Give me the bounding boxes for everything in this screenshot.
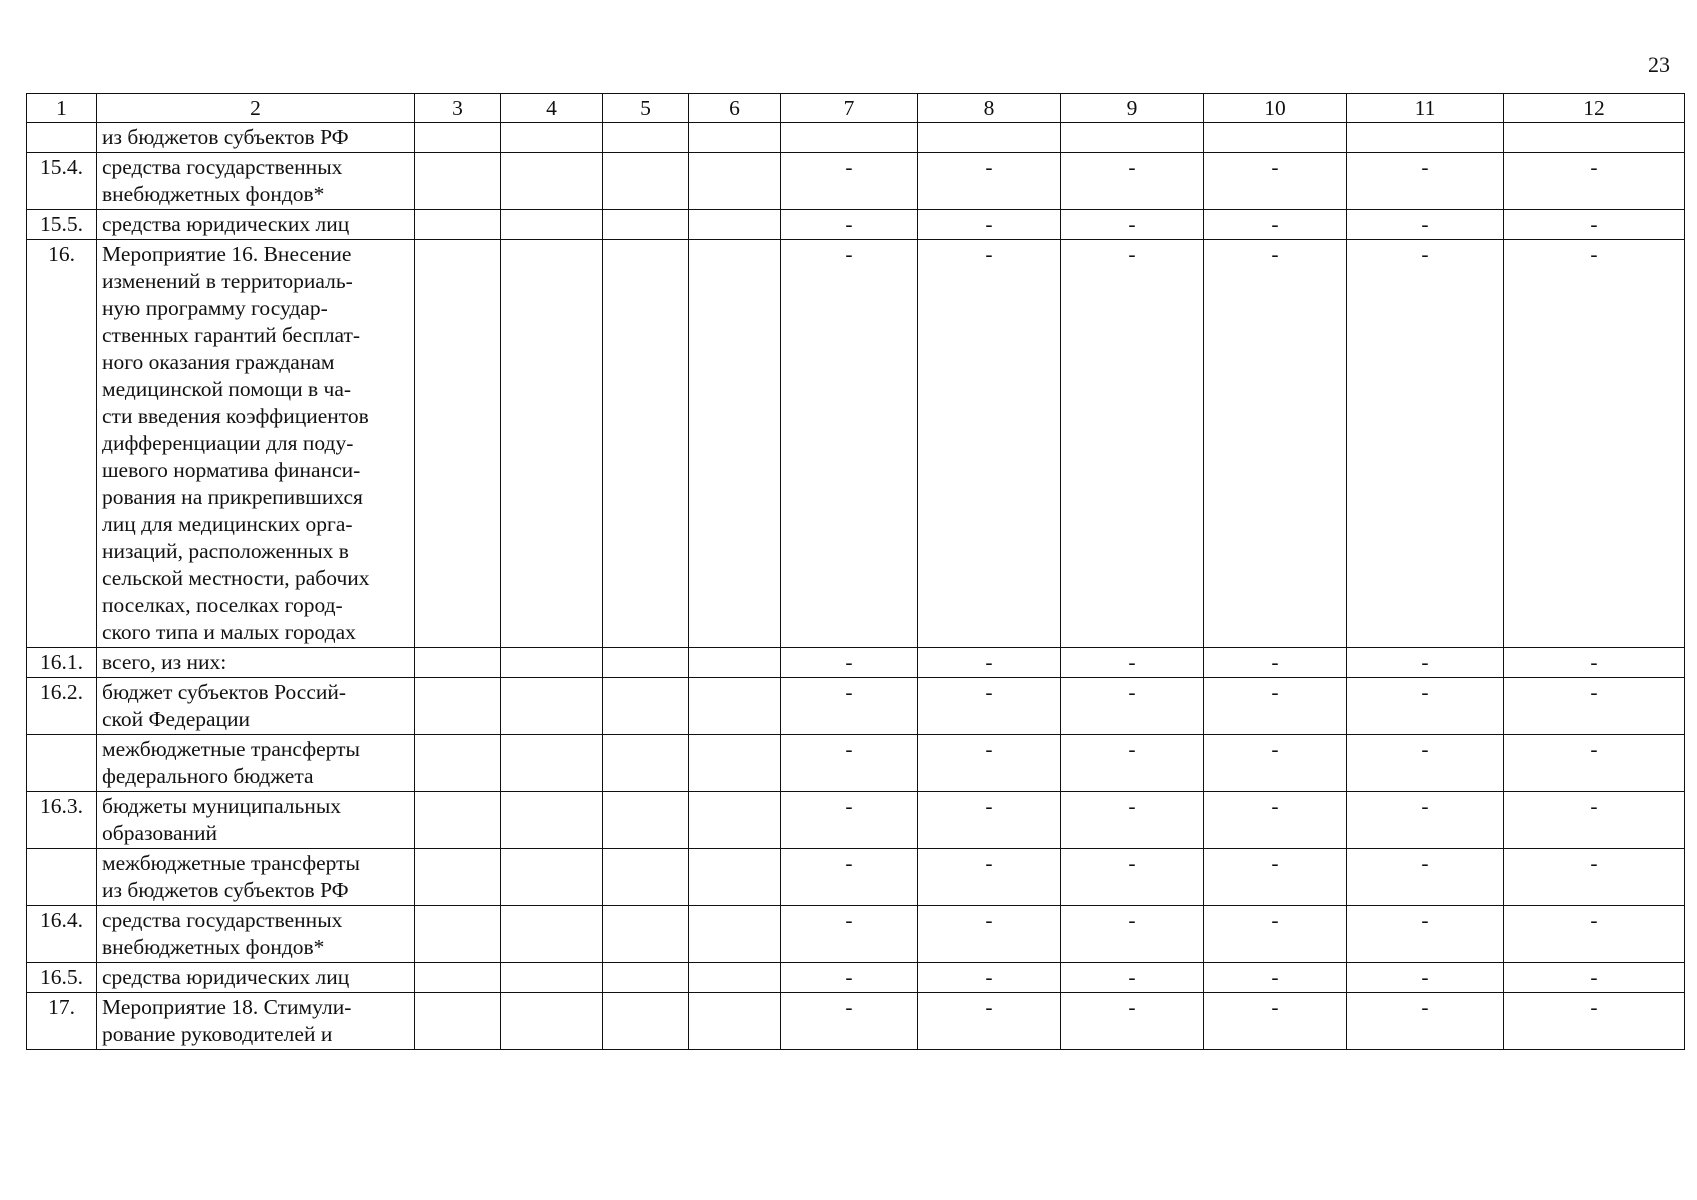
dash-mark: - — [985, 650, 993, 674]
value-cell — [781, 963, 918, 993]
value-cell — [1061, 210, 1204, 240]
column-header: 1 — [27, 94, 97, 123]
value-cell — [1504, 240, 1685, 648]
description-line: средства юридических лиц — [102, 212, 350, 236]
description-line: межбюджетные трансферты — [102, 851, 360, 875]
dash-mark: - — [845, 851, 853, 875]
dash-mark: - — [1590, 794, 1598, 818]
description-line: бюджет субъектов Россий- — [102, 680, 347, 704]
value-cell — [1347, 648, 1504, 678]
row-description — [97, 906, 415, 963]
column-header: 7 — [781, 94, 918, 123]
value-cell — [781, 240, 918, 648]
value-cell — [603, 792, 689, 849]
value-cell — [1061, 792, 1204, 849]
value-cell — [689, 240, 781, 648]
value-cell — [1061, 849, 1204, 906]
value-cell — [1061, 153, 1204, 210]
value-cell — [415, 123, 501, 153]
dash-mark: - — [985, 851, 993, 875]
value-cell — [603, 735, 689, 792]
dash-mark: - — [985, 908, 993, 932]
value-cell — [603, 240, 689, 648]
value-cell — [781, 210, 918, 240]
row-description — [97, 240, 415, 648]
dash-mark: - — [845, 242, 853, 266]
dash-mark: - — [1128, 155, 1136, 179]
value-cell — [501, 210, 603, 240]
description-line: сти введения коэффициентов — [102, 404, 369, 428]
row-description — [97, 648, 415, 678]
column-header: 5 — [603, 94, 689, 123]
row-description — [97, 993, 415, 1050]
value-cell — [1347, 906, 1504, 963]
value-cell — [689, 210, 781, 240]
dash-mark: - — [1590, 155, 1598, 179]
row-number: 15.4. — [27, 153, 97, 210]
description-line: образований — [102, 821, 218, 845]
description-line: ного оказания гражданам — [102, 350, 335, 374]
value-cell — [1061, 735, 1204, 792]
column-header: 11 — [1347, 94, 1504, 123]
dash-mark: - — [1421, 794, 1429, 818]
value-cell — [918, 210, 1061, 240]
description-line: лиц для медицинских орга- — [102, 512, 353, 536]
description-line: федерального бюджета — [102, 764, 314, 788]
description-line: всего, из них: — [102, 650, 227, 674]
value-cell — [689, 963, 781, 993]
dash-mark: - — [1271, 851, 1279, 875]
table-row — [27, 123, 1685, 153]
dash-mark: - — [1590, 242, 1598, 266]
value-cell — [501, 906, 603, 963]
value-cell — [415, 210, 501, 240]
column-header: 4 — [501, 94, 603, 123]
value-cell — [689, 792, 781, 849]
value-cell — [918, 678, 1061, 735]
description-line: средства государственных — [102, 908, 343, 932]
value-cell — [1204, 240, 1347, 648]
description-line: изменений в территориаль- — [102, 269, 353, 293]
page-number: 23 — [1648, 52, 1670, 77]
dash-mark: - — [845, 737, 853, 761]
row-number: 16.2. — [27, 678, 97, 735]
value-cell — [689, 906, 781, 963]
dash-mark: - — [1421, 965, 1429, 989]
value-cell — [415, 963, 501, 993]
value-cell — [1061, 678, 1204, 735]
dash-mark: - — [1128, 965, 1136, 989]
value-cell — [918, 123, 1061, 153]
dash-mark: - — [1421, 851, 1429, 875]
value-cell — [689, 648, 781, 678]
value-cell — [1061, 993, 1204, 1050]
value-cell — [689, 153, 781, 210]
description-line: рование руководителей и — [102, 1022, 333, 1046]
value-cell — [1204, 849, 1347, 906]
value-cell — [918, 153, 1061, 210]
value-cell — [603, 849, 689, 906]
description-line: межбюджетные трансферты — [102, 737, 360, 761]
value-cell — [603, 993, 689, 1050]
value-cell — [1504, 963, 1685, 993]
value-cell — [1204, 210, 1347, 240]
value-cell — [1061, 963, 1204, 993]
table-body — [27, 123, 1685, 1050]
value-cell — [1347, 735, 1504, 792]
row-description — [97, 963, 415, 993]
dash-mark: - — [985, 965, 993, 989]
dash-mark: - — [1421, 737, 1429, 761]
dash-mark: - — [1128, 908, 1136, 932]
dash-mark: - — [1590, 965, 1598, 989]
value-cell — [1204, 648, 1347, 678]
dash-mark: - — [845, 794, 853, 818]
value-cell — [603, 123, 689, 153]
description-line: поселках, поселках город- — [102, 593, 343, 617]
value-cell — [781, 792, 918, 849]
table-row — [27, 963, 1685, 993]
value-cell — [918, 993, 1061, 1050]
dash-mark: - — [1128, 650, 1136, 674]
dash-mark: - — [985, 995, 993, 1019]
value-cell — [918, 735, 1061, 792]
column-number-row — [27, 94, 1685, 123]
description-line: дифференциации для поду- — [102, 431, 354, 455]
dash-mark: - — [1421, 155, 1429, 179]
dash-mark: - — [845, 995, 853, 1019]
value-cell — [1204, 993, 1347, 1050]
value-cell — [1504, 735, 1685, 792]
value-cell — [501, 993, 603, 1050]
value-cell — [501, 240, 603, 648]
value-cell — [1347, 963, 1504, 993]
dash-mark: - — [985, 155, 993, 179]
table-row — [27, 240, 1685, 648]
value-cell — [1347, 240, 1504, 648]
dash-mark: - — [1271, 155, 1279, 179]
value-cell — [1061, 648, 1204, 678]
value-cell — [781, 678, 918, 735]
value-cell — [1204, 678, 1347, 735]
table-row — [27, 993, 1685, 1050]
value-cell — [415, 678, 501, 735]
value-cell — [1347, 153, 1504, 210]
dash-mark: - — [1590, 680, 1598, 704]
value-cell — [603, 648, 689, 678]
value-cell — [1347, 849, 1504, 906]
row-description — [97, 678, 415, 735]
dash-mark: - — [845, 680, 853, 704]
value-cell — [1504, 993, 1685, 1050]
dash-mark: - — [1128, 212, 1136, 236]
row-number: 16.1. — [27, 648, 97, 678]
value-cell — [603, 210, 689, 240]
value-cell — [781, 735, 918, 792]
value-cell — [415, 240, 501, 648]
row-number: 16.3. — [27, 792, 97, 849]
dash-mark: - — [845, 650, 853, 674]
dash-mark: - — [1421, 212, 1429, 236]
description-line: медицинской помощи в ча- — [102, 377, 352, 401]
value-cell — [1204, 792, 1347, 849]
dash-mark: - — [1421, 650, 1429, 674]
table-row — [27, 735, 1685, 792]
value-cell — [603, 906, 689, 963]
row-number — [27, 735, 97, 792]
dash-mark: - — [1271, 680, 1279, 704]
description-line: Мероприятие 16. Внесение — [102, 242, 352, 266]
value-cell — [781, 123, 918, 153]
value-cell — [501, 963, 603, 993]
value-cell — [1204, 963, 1347, 993]
dash-mark: - — [1421, 680, 1429, 704]
dash-mark: - — [1271, 965, 1279, 989]
table-row — [27, 153, 1685, 210]
column-header: 6 — [689, 94, 781, 123]
column-header: 9 — [1061, 94, 1204, 123]
column-header: 10 — [1204, 94, 1347, 123]
dash-mark: - — [1128, 851, 1136, 875]
dash-mark: - — [1128, 794, 1136, 818]
dash-mark: - — [985, 794, 993, 818]
value-cell — [415, 153, 501, 210]
description-line: ского типа и малых городах — [102, 620, 356, 644]
dash-mark: - — [1128, 995, 1136, 1019]
value-cell — [918, 240, 1061, 648]
dash-mark: - — [1271, 212, 1279, 236]
row-description — [97, 153, 415, 210]
dash-mark: - — [1590, 212, 1598, 236]
value-cell — [1504, 648, 1685, 678]
value-cell — [781, 849, 918, 906]
value-cell — [1347, 678, 1504, 735]
description-line: низаций, расположенных в — [102, 539, 349, 563]
description-line: ную программу государ- — [102, 296, 328, 320]
dash-mark: - — [1421, 908, 1429, 932]
value-cell — [1504, 849, 1685, 906]
dash-mark: - — [1271, 242, 1279, 266]
table-row — [27, 210, 1685, 240]
dash-mark: - — [1590, 650, 1598, 674]
column-header: 3 — [415, 94, 501, 123]
row-number: 16.5. — [27, 963, 97, 993]
column-header: 2 — [97, 94, 415, 123]
value-cell — [1347, 210, 1504, 240]
row-description — [97, 123, 415, 153]
dash-mark: - — [985, 212, 993, 236]
dash-mark: - — [1271, 995, 1279, 1019]
table-row — [27, 648, 1685, 678]
row-number — [27, 123, 97, 153]
description-line: рования на прикрепившихся — [102, 485, 363, 509]
table-row — [27, 849, 1685, 906]
value-cell — [603, 963, 689, 993]
value-cell — [415, 648, 501, 678]
value-cell — [501, 648, 603, 678]
value-cell — [501, 849, 603, 906]
value-cell — [689, 993, 781, 1050]
row-number: 16.4. — [27, 906, 97, 963]
description-line: средства юридических лиц — [102, 965, 350, 989]
dash-mark: - — [1590, 908, 1598, 932]
value-cell — [1504, 123, 1685, 153]
value-cell — [501, 735, 603, 792]
value-cell — [1061, 123, 1204, 153]
description-line: средства государственных — [102, 155, 343, 179]
value-cell — [918, 648, 1061, 678]
dash-mark: - — [1590, 737, 1598, 761]
description-line: бюджеты муниципальных — [102, 794, 342, 818]
value-cell — [689, 735, 781, 792]
value-cell — [415, 906, 501, 963]
row-number: 17. — [27, 993, 97, 1050]
row-description — [97, 849, 415, 906]
value-cell — [918, 906, 1061, 963]
value-cell — [1347, 792, 1504, 849]
dash-mark: - — [1271, 737, 1279, 761]
value-cell — [415, 735, 501, 792]
dash-mark: - — [1128, 680, 1136, 704]
value-cell — [1204, 123, 1347, 153]
dash-mark: - — [985, 242, 993, 266]
table-row — [27, 678, 1685, 735]
description-line: сельской местности, рабочих — [102, 566, 370, 590]
value-cell — [603, 153, 689, 210]
dash-mark: - — [1128, 242, 1136, 266]
value-cell — [415, 993, 501, 1050]
dash-mark: - — [1271, 908, 1279, 932]
value-cell — [415, 849, 501, 906]
dash-mark: - — [1590, 851, 1598, 875]
description-line: внебюджетных фондов* — [102, 182, 325, 206]
dash-mark: - — [1590, 995, 1598, 1019]
value-cell — [1204, 153, 1347, 210]
value-cell — [1347, 993, 1504, 1050]
value-cell — [1504, 792, 1685, 849]
table-row — [27, 906, 1685, 963]
value-cell — [1504, 153, 1685, 210]
dash-mark: - — [845, 908, 853, 932]
dash-mark: - — [985, 680, 993, 704]
dash-mark: - — [1128, 737, 1136, 761]
value-cell — [1061, 906, 1204, 963]
value-cell — [918, 849, 1061, 906]
table-row — [27, 792, 1685, 849]
value-cell — [1061, 240, 1204, 648]
budget-table — [26, 93, 1685, 1050]
value-cell — [1204, 906, 1347, 963]
value-cell — [1347, 123, 1504, 153]
value-cell — [501, 153, 603, 210]
value-cell — [689, 678, 781, 735]
row-number: 15.5. — [27, 210, 97, 240]
column-header: 8 — [918, 94, 1061, 123]
description-line: шевого норматива финанси- — [102, 458, 361, 482]
dash-mark: - — [845, 212, 853, 236]
value-cell — [689, 123, 781, 153]
value-cell — [781, 648, 918, 678]
description-line: Мероприятие 18. Стимули- — [102, 995, 352, 1019]
dash-mark: - — [845, 965, 853, 989]
dash-mark: - — [1421, 242, 1429, 266]
dash-mark: - — [845, 155, 853, 179]
dash-mark: - — [1271, 794, 1279, 818]
value-cell — [501, 123, 603, 153]
value-cell — [415, 792, 501, 849]
row-description — [97, 735, 415, 792]
value-cell — [781, 906, 918, 963]
value-cell — [501, 792, 603, 849]
description-line: ской Федерации — [102, 707, 251, 731]
value-cell — [781, 993, 918, 1050]
description-line: ственных гарантий бесплат- — [102, 323, 361, 347]
description-line: внебюджетных фондов* — [102, 935, 325, 959]
dash-mark: - — [1421, 995, 1429, 1019]
value-cell — [918, 792, 1061, 849]
value-cell — [918, 963, 1061, 993]
value-cell — [1504, 678, 1685, 735]
value-cell — [1504, 210, 1685, 240]
row-description — [97, 792, 415, 849]
description-line: из бюджетов субъектов РФ — [102, 125, 349, 149]
column-header: 12 — [1504, 94, 1685, 123]
value-cell — [1204, 735, 1347, 792]
value-cell — [689, 849, 781, 906]
row-description — [97, 210, 415, 240]
value-cell — [1504, 906, 1685, 963]
dash-mark: - — [1271, 650, 1279, 674]
value-cell — [603, 678, 689, 735]
value-cell — [501, 678, 603, 735]
row-number: 16. — [27, 240, 97, 648]
description-line: из бюджетов субъектов РФ — [102, 878, 349, 902]
row-number — [27, 849, 97, 906]
value-cell — [781, 153, 918, 210]
dash-mark: - — [985, 737, 993, 761]
